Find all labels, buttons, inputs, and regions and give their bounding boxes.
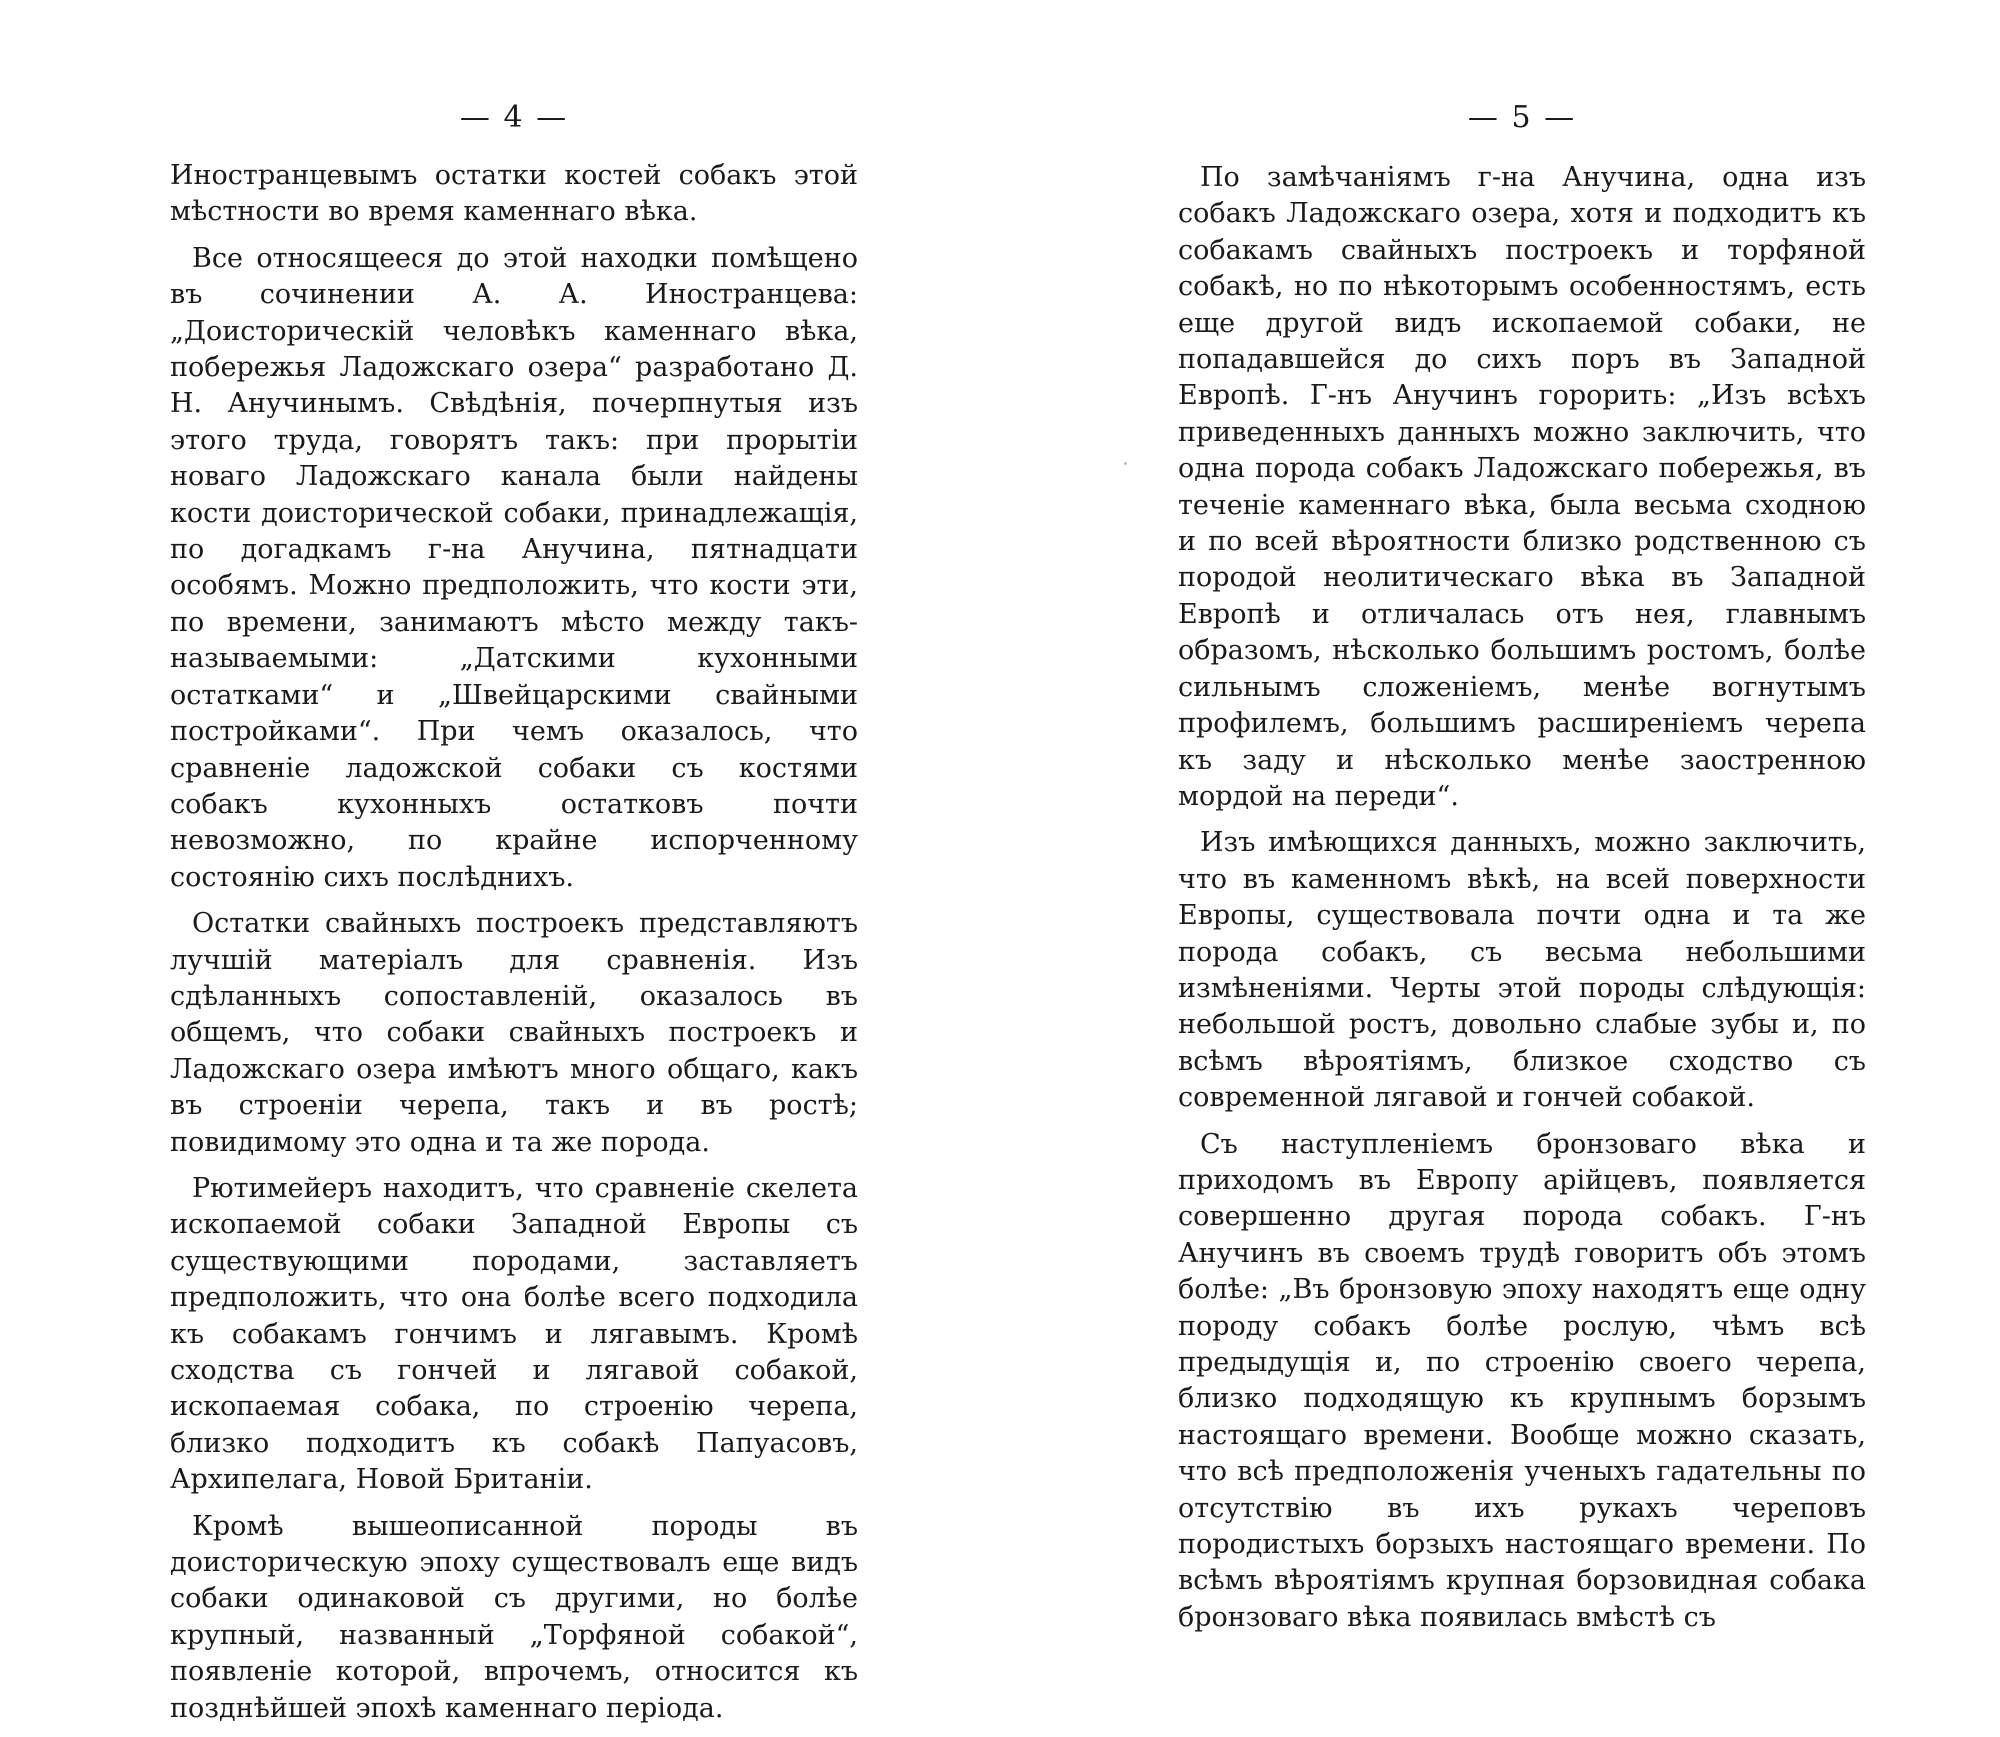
paragraph: Рютимейеръ находитъ, что сравненіе скелета ископаемой собаки Западной Европы съ существующими породами, заставляетъ предположить, что она болѣе всего подходила къ собакамъ гончимъ и лягавымъ. Кромѣ сходства съ гончей и лягавой собакой, ископаемая собака, по строенію черепа, близко подходитъ къ собакѣ Папуасовъ, Архипелага, Новой Британіи. [170, 1172, 858, 1496]
paragraph: Съ наступленіемъ бронзоваго вѣка и приходомъ въ Европу арійцевъ, появляется совершенно другая порода собакъ. Г-нъ Анучинъ въ своемъ трудѣ говоритъ объ этомъ болѣе: „Въ бронзовую эпоху находятъ еще одну породу собакъ болѣе рослую, чѣмъ всѣ предыдущія и, по строенію своего черепа, близко подходящую къ крупнымъ борзымъ настоящаго времени. Вообще можно сказать, что всѣ предположенія ученыхъ гадательны по отсутствію въ ихъ рукахъ череповъ породистыхъ борзыхъ настоящаго времени. По всѣмъ вѣроятіямъ крупная борзовидная собака бронзоваго вѣка появилась вмѣстѣ съ [1178, 1128, 1866, 1633]
paragraph: Все относящееся до этой находки помѣщено въ сочинении А. А. Иностранцева: „Доисторическій человѣкъ каменнаго вѣка, побережья Ладожскаго озера“ разработано Д. Н. Анучинымъ. Свѣдѣнія, почерпнутыя изъ этого труда, говорятъ такъ: при прорытіи новаго Ладожскаго канала были найдены кости доисторической собаки, принадлежащія, по догадкамъ г-на Анучина, пятнадцати особямъ. Можно предположить, что кости эти, по времени, занимаютъ мѣсто между такъ-называемыми: „Датскими кухонными остатками“ и „Швейцарскими свайными постройками“. При чемъ оказалось, что сравненіе ладожской собаки съ костями собакъ кухонныхъ остатковъ почти невозможно, по крайне испорченному состоянію сихъ послѣднихъ. [170, 242, 858, 893]
page-number-right: — 5 — [1467, 100, 1577, 135]
left-page-text [170, 158, 858, 1737]
right-page [1178, 0, 1866, 1633]
paragraph: Иностранцевымъ остатки костей собакъ этой мѣстности во время каменнаго вѣка. [170, 160, 858, 228]
right-page-text [1178, 160, 1866, 1646]
paragraph: Кромѣ вышеописанной породы въ доисторическую эпоху существовалъ еще видъ собаки одинаковой съ другими, но болѣе крупный, названный „Торфяной собакой“, появленіе которой, впрочемъ, относится къ позднѣйшей эпохѣ каменнаго періода. [170, 1510, 858, 1724]
paragraph: По замѣчаніямъ г-на Анучина, одна изъ собакъ Ладожскаго озера, хотя и подходитъ къ собакамъ свайныхъ построекъ и торфяной собакѣ, но по нѣкоторымъ особенностямъ, есть еще другой видъ ископаемой собаки, не попадавшейся до сихъ поръ въ Западной Европѣ. Г-нъ Анучинъ горорить: „Изъ всѣхъ приведенныхъ данныхъ можно заключить, что одна порода собакъ Ладожскаго побережья, въ теченіе каменнаго вѣка, была весьма сходною и по всей вѣроятности близко родственною съ породой неолитическаго вѣка въ Западной Европѣ и отличалась отъ нея, главнымъ образомъ, нѣсколько большимъ ростомъ, болѣе сильнымъ сложеніемъ, менѣе вогнутымъ профилемъ, большимъ расширеніемъ черепа къ заду и нѣсколько менѣе заостренною мордой на переди“. [1178, 162, 1866, 812]
page-number-left: — 4 — [459, 100, 569, 135]
left-page [170, 0, 858, 1724]
gutter-speck [1124, 462, 1127, 465]
paragraph: Изъ имѣющихся данныхъ, можно заключить, что въ каменномъ вѣкѣ, на всей поверхности Европы, существовала почти одна и та же порода собакъ, съ весьма небольшими измѣненіями. Черты этой породы слѣдующія: небольшой ростъ, довольно слабые зубы и, по всѣмъ вѣроятіямъ, близкое сходство съ современной лягавой и гончей собакой. [1178, 827, 1866, 1114]
paragraph: Остатки свайныхъ построекъ представляютъ лучшій матеріалъ для сравненія. Изъ сдѣланныхъ сопоставленій, оказалось въ общемъ, что собаки свайныхъ построекъ и Ладожскаго озера имѣютъ много общаго, какъ въ строеніи черепа, такъ и въ ростѣ; повидимому это одна и та же порода. [170, 908, 858, 1158]
